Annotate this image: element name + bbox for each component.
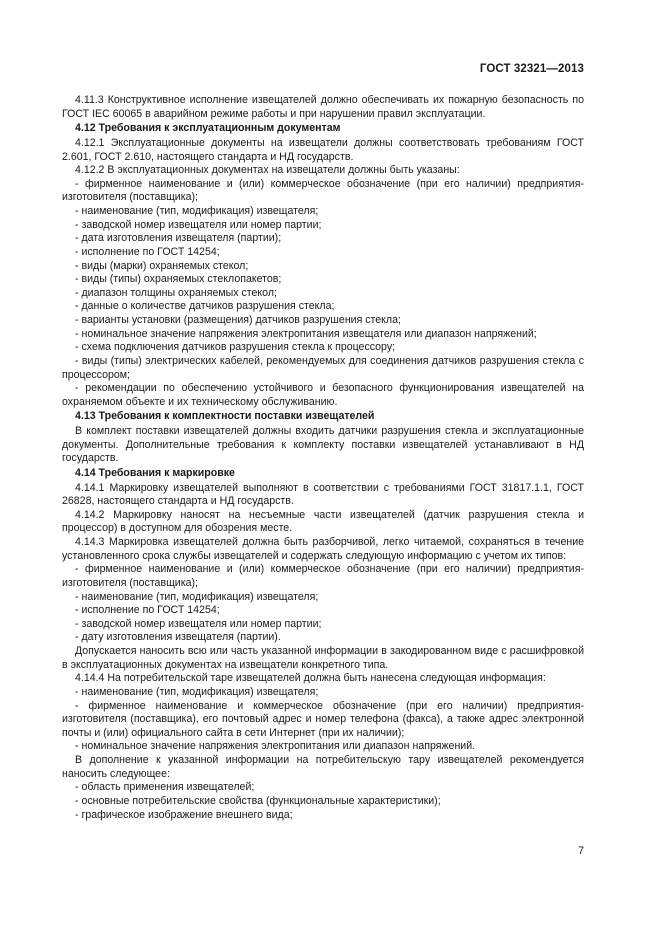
list-item: - дату изготовления извещателя (партии). (75, 631, 281, 644)
page-number: 7 (578, 845, 584, 857)
list-item: - варианты установки (размещения) датчиков разрушения стекла; (75, 314, 401, 326)
list-item: - исполнение по ГОСТ 14254; (75, 604, 220, 617)
paragraph: 4.14.3 Маркировка извещателей должна быть разборчивой, легко читаемой, сохраняться в течение установленного срока службы извещателей и содержать следующую информацию с учетом их типов: (62, 536, 584, 562)
list-item: - исполнение по ГОСТ 14254; (75, 245, 220, 258)
paragraph: 4.14.2 Маркировку наносят на несъемные части извещателей (датчик разрушения стекла и процессор) в доступном для обозрения месте. (62, 508, 584, 535)
section-heading: 4.12 Требования к эксплуатационным документам (75, 122, 341, 135)
list-item: - данные о количестве датчиков разрушения стекла; (75, 300, 335, 313)
paragraph: В дополнение к указанной информации на потребительскую тару извещателей рекомендуется наносить следующее: (62, 754, 584, 780)
list-item: - графическое изображение внешнего вида; (75, 808, 293, 821)
section-heading: 4.13 Требования к комплектности поставки извещателей (75, 410, 375, 423)
list-item: - заводской номер извещателя или номер партии; (75, 218, 322, 231)
list-item: - наименование (тип, модификация) извещателя; (75, 685, 319, 698)
paragraph: 4.11.3 Конструктивное исполнение извещателей должно обеспечивать их пожарную безопасность по ГОСТ IEC 60065 в аварийном режиме работы и при нарушении правил эксплуатации. (62, 94, 584, 120)
list-item: - дата изготовления извещателя (партии); (75, 232, 282, 245)
paragraph: 4.12.1 Эксплуатационные документы на извещатели должны соответствовать требованиям ГОСТ 2.601, ГОСТ 2.610, настоящего стандарта и НД государств. (62, 136, 584, 163)
list-item: - виды (типы) электрических кабелей, рекомендуемых для соединения датчиков разрушения стекла с процессором; (62, 354, 584, 381)
list-item: - фирменное наименование и коммерческое обозначение (при его наличии) предприятия-изготовителя (поставщика), его почтовый адрес и номер телефона (факса), а также адрес электронной почты и (или) официального сайта в сети Интернет (при их наличии); (62, 699, 584, 739)
paragraph: 4.14.1 Маркировку извещателей выполняют в соответствии с требованиями ГОСТ 31817.1.1, ГОСТ 26828, настоящего стандарта и НД государств. (62, 481, 584, 508)
paragraph: 4.12.2 В эксплуатационных документах на извещатели должны быть указаны: (75, 164, 460, 177)
paragraph: Допускается наносить всю или часть указанной информации в закодированном виде с расшифровкой в эксплуатационных документах на извещатели конкретного типа. (62, 645, 584, 671)
list-item: - фирменное наименование и (или) коммерческое обозначение (при его наличии) предприятия-изготовителя (поставщика); (62, 177, 584, 204)
list-item: - схема подключения датчиков разрушения стекла к процессору; (75, 341, 396, 354)
list-item: - наименование (тип, модификация) извещателя; (75, 590, 319, 603)
list-item: - фирменное наименование и (или) коммерческое обозначение (при его наличии) предприятия-изготовителя (поставщика); (62, 563, 584, 589)
list-item: - область применения извещателей; (75, 781, 255, 794)
paragraph: В комплект поставки извещателей должны входить датчики разрушения стекла и эксплуатационные документы. Дополнительные требования к комплекту поставки извещателей устанавливают в НД государств. (62, 425, 584, 465)
list-item: - основные потребительские свойства (функциональные характеристики); (75, 794, 441, 807)
list-item: - номинальное значение напряжения электропитания извещателя или диапазон напряжений; (75, 327, 537, 340)
section-heading: 4.14 Требования к маркировке (75, 466, 235, 479)
list-item: - виды (типы) охраняемых стеклопакетов; (75, 273, 282, 286)
list-item: - виды (марки) охраняемых стекол; (75, 259, 249, 272)
list-item: - диапазон толщины охраняемых стекол; (75, 286, 277, 299)
list-item: - рекомендации по обеспечению устойчивого и безопасного функционирования извещателей на охраняемом объекте и их техническому обслуживанию. (62, 382, 584, 408)
list-item: - заводской номер извещателя или номер партии; (75, 617, 322, 630)
document-header-code: ГОСТ 32321—2013 (479, 63, 584, 75)
page-body (62, 94, 584, 822)
list-item: - наименование (тип, модификация) извещателя; (75, 205, 319, 217)
list-item: - номинальное значение напряжения электропитания или диапазон напряжений. (75, 740, 476, 753)
paragraph: 4.14.4 На потребительской таре извещателей должна быть нанесена следующая информация: (75, 672, 546, 685)
